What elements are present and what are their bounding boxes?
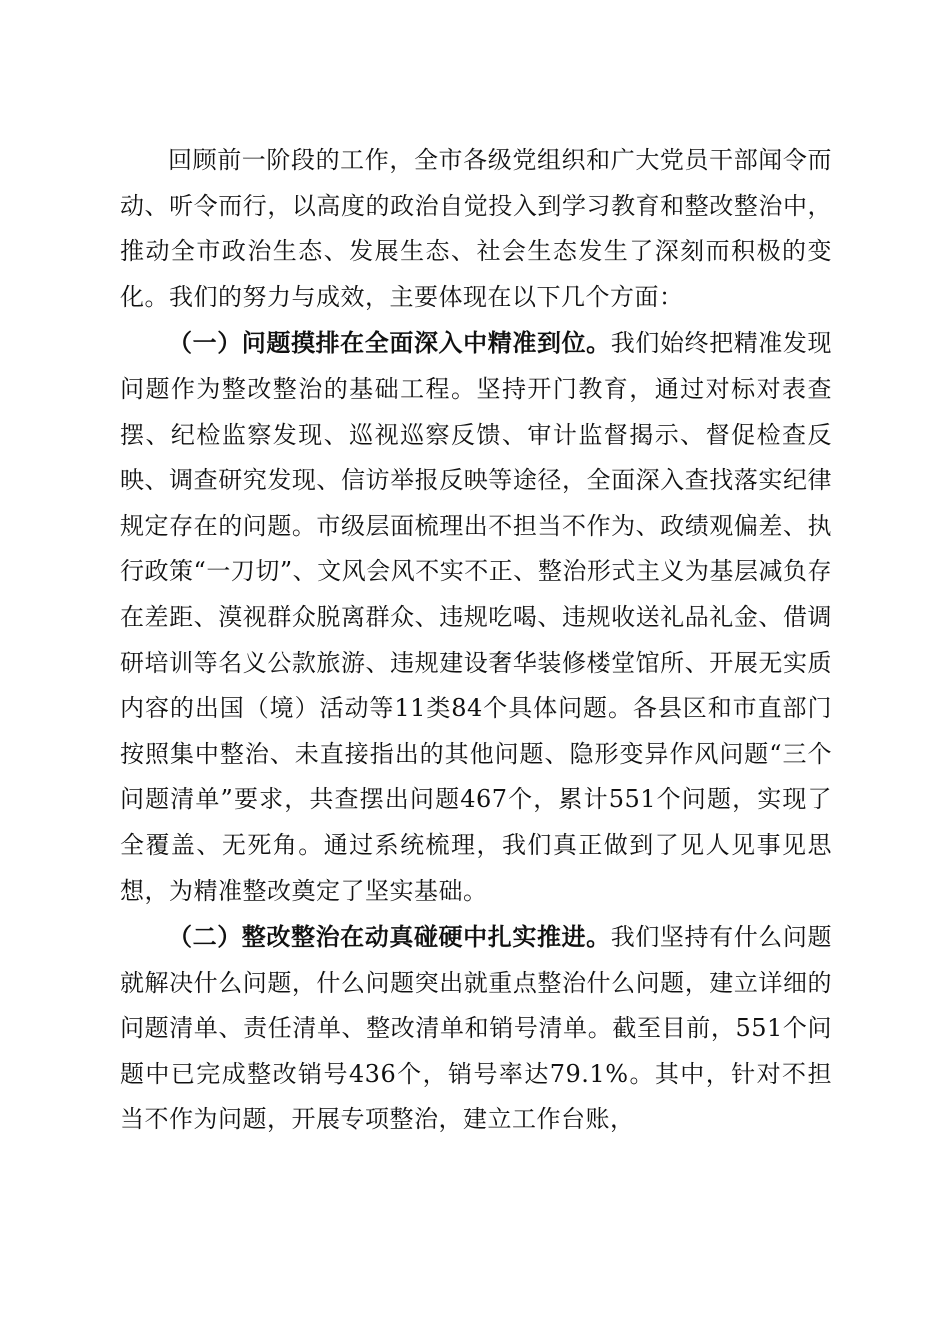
section-heading-one: （一）问题摸排在全面深入中精准到位。: [168, 328, 611, 358]
paragraph-review: [120, 138, 832, 320]
paragraph-review-text: 回顾前一阶段的工作，全市各级党组织和广大党员干部闻令而动、听令而行，以高度的政治自觉投入到学习教育和整改整治中，推动全市政治生态、发展生态、社会生态发生了深刻而积极的变化。我们的努力与成效，主要体现在以下几个方面：: [120, 146, 832, 311]
document-body: [120, 138, 832, 1143]
paragraph-problem-screening-text: 我们始终把精准发现问题作为整改整治的基础工程。坚持开门教育，通过对标对表查摆、纪检监察发现、巡视巡察反馈、审计监督揭示、督促检查反映、调查研究发现、信访举报反映等途径，全面深入查找落实纪律规定存在的问题。市级层面梳理出不担当不作为、政绩观偏差、执行政策“一刀切”、文风会风不实不正、整治形式主义为基层减负存在差距、漠视群众脱离群众、违规吃喝、违规收送礼品礼金、借调研培训等名义公款旅游、违规建设奢华装修楼堂馆所、开展无实质内容的出国（境）活动等11类84个具体问题。各县区和市直部门按照集中整治、未直接指出的其他问题、隐形变异作风问题“三个问题清单”要求，共查摆出问题467个，累计551个问题，实现了全覆盖、无死角。通过系统梳理，我们真正做到了见人见事见思想，为精准整改奠定了坚实基础。: [120, 329, 833, 905]
section-heading-two: （二）整改整治在动真碰硬中扎实推进。: [168, 922, 611, 952]
paragraph-rectification-text: 我们坚持有什么问题就解决什么问题，什么问题突出就重点整治什么问题，建立详细的问题清单、责任清单、整改清单和销号清单。截至目前，551个问题中已完成整改销号436个，销号率达79.1%。其中，针对不担当不作为问题，开展专项整治，建立工作台账，: [120, 923, 833, 1134]
paragraph-rectification: [120, 914, 832, 1143]
paragraph-problem-screening: [120, 320, 832, 914]
